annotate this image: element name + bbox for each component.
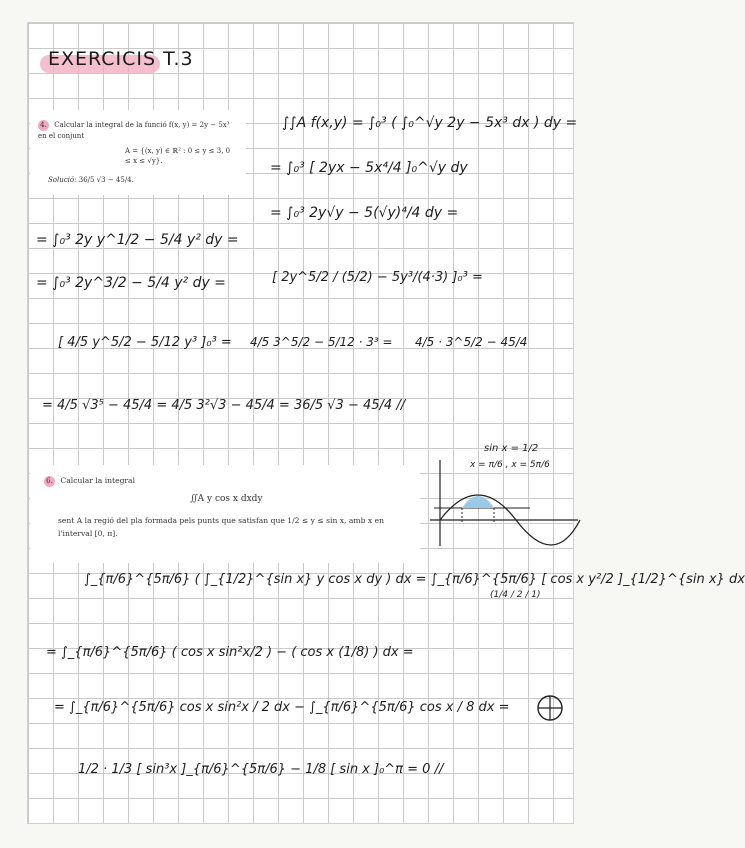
- hw-line-10: = ∫_{π/6}^{5π/6} cos x sin²x / 2 dx − ∫_{π/6}^{5π/6} cos x / 8 dx =: [54, 700, 510, 715]
- hw-line-3: = ∫₀³ 2y√y − 5(√y)⁴/4 dy =: [270, 205, 459, 221]
- hw-line-6a: [ 4/5 y^5/2 − 5/12 y³ ]₀³ =: [58, 335, 232, 350]
- exercise-6-interval: l'interval [0, π].: [58, 528, 118, 538]
- hw-line-8: ∫_{π/6}^{5π/6} ( ∫_{1/2}^{sin x} y cos x dy ) dx = ∫_{π/6}^{5π/6} [ cos x y²/2 ]_{1/2}^{sin x} dx: [84, 572, 745, 587]
- page-title: EXERCICIS T.3: [48, 48, 194, 70]
- hw-graph-roots: x = π/6 , x = 5π/6: [470, 460, 550, 470]
- exercise-6-integral: ∬A y cos x dxdy: [190, 494, 263, 504]
- hw-side-note: (1/4 / 2 / 1): [490, 590, 541, 600]
- exercise-6-box: [30, 465, 420, 563]
- exercise-4-number: 4.: [38, 120, 49, 131]
- hw-line-11: 1/2 · 1/3 [ sin³x ]_{π/6}^{5π/6} − 1/8 [ sin x ]₀^π = 0 //: [78, 762, 444, 777]
- exercise-4-statement: Calcular la integral de la funció f(x, y) = 2y − 5x³ en el conjunt: [38, 121, 230, 140]
- hw-graph-eq: sin x = 1/2: [484, 443, 539, 454]
- hw-line-7: = 4/5 √3⁵ − 45/4 = 4/5 3²√3 − 45/4 = 36/5 √3 − 45/4 //: [42, 398, 406, 413]
- hw-line-5b: [ 2y^5/2 / (5/2) − 5y³/(4·3) ]₀³ =: [272, 270, 483, 285]
- exercise-6-statement: Calcular la integral: [60, 476, 136, 485]
- hw-line-6b: 4/5 3^5/2 − 5/12 · 3³ =: [250, 335, 393, 349]
- hw-line-9: = ∫_{π/6}^{5π/6} ( cos x sin²x/2 ) − ( cos x (1/8) ) dx =: [46, 645, 414, 660]
- hw-line-2: = ∫₀³ [ 2yx − 5x⁴/4 ]₀^√y dy: [270, 160, 468, 176]
- solution-label: Solució:: [48, 175, 77, 184]
- hw-line-5a: = ∫₀³ 2y^3/2 − 5/4 y² dy =: [36, 275, 226, 291]
- hw-line-1: ∫∫A f(x,y) = ∫₀³ ( ∫₀^√y 2y − 5x³ dx ) dy =: [282, 115, 578, 131]
- solution-value: 36/5 √3 − 45/4.: [78, 175, 134, 184]
- exercise-4-set: A = {(x, y) ∈ ℝ² : 0 ≤ y ≤ 3, 0 ≤ x ≤ √y}.: [125, 146, 231, 165]
- hw-line-6c: 4/5 · 3^5/2 − 45/4: [415, 335, 528, 349]
- circle-plus-icon: [535, 693, 565, 723]
- exercise-6-region: sent A la regió del pla formada pels punts que satisfan que 1/2 ≤ y ≤ sin x, amb x en: [58, 515, 384, 525]
- exercise-6-number: 6.: [44, 476, 55, 487]
- exercise-4-box: [30, 110, 246, 195]
- sine-sketch: [420, 440, 580, 550]
- hw-line-4: = ∫₀³ 2y y^1/2 − 5/4 y² dy =: [36, 232, 239, 248]
